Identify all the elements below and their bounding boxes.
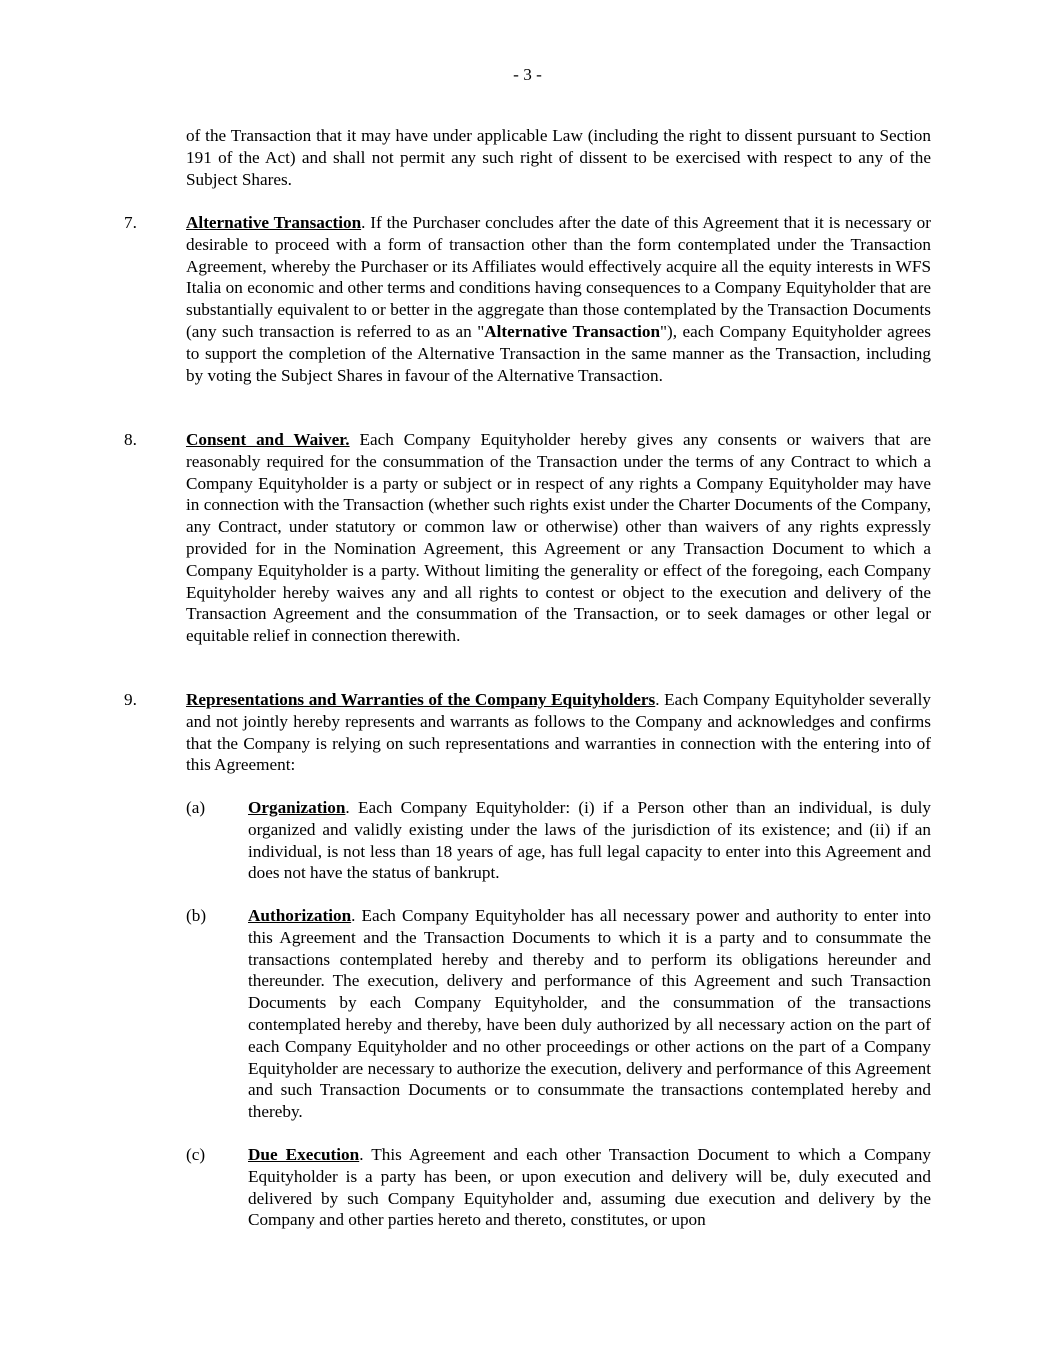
section-heading: Consent and Waiver. [186,430,350,449]
section-8 [124,429,932,647]
section-9 [124,689,931,776]
section-text-end: "), each Company Equityholder agrees to support the completion of the Alternative Transaction in the same manner as the Transaction, including by voting the Subject Shares in favour of the Alternative Transaction. [186,321,931,385]
section-heading: Representations and Warranties of the Company Equityholders [186,690,656,709]
page-number: - 3 - [513,65,542,84]
subsection-text: . This Agreement and each other Transaction Document to which a Company Equityholder is a party has been, or upon execution and delivery will be, duly executed and delivered by such Company Equityholder and, assuming due execution and delivery by the Company and other parties hereto and thereto, constitutes, or upon [248,1145,931,1230]
subsection-a [186,797,931,884]
defined-term: Alternative Transaction [484,321,660,341]
section-number: 9. [124,690,137,709]
subsection-c [186,1144,931,1231]
subsection-label: (b) [186,906,207,925]
subsection-heading: Due Execution [248,1145,360,1164]
subsection-label: (a) [186,798,206,817]
section-number: 8. [124,430,137,449]
section-text: Each Company Equityholder hereby gives any consents or waivers that are reasonably required for the consummation of the Transaction under the terms of any Contract to which a Company Equityholder is a party or subject or in respect of any rights a Company Equityholder may have in connection with the Transaction (whether such rights exist under the Charter Documents of the Company, any Contract, under statutory or common law or otherwise) other than waivers of any rights expressly provided for in the Nomination Agreement, this Agreement or any Transaction Document to which a Company Equityholder is a party. Without limiting the generality or effect of the foregoing, each Company Equityholder hereby waives any and all rights to contest or object to the execution and delivery of the Transaction Agreement and the consummation of the Transaction, or to seek damages or other legal or equitable relief in connection therewith. [186,430,932,646]
section-7 [124,212,931,386]
subsection-heading: Organization [248,798,346,817]
subsection-heading: Authorization [248,906,352,925]
subsection-b [186,905,931,1123]
section-number: 7. [124,213,137,232]
section-heading: Alternative Transaction [186,213,362,232]
subsection-text: . Each Company Equityholder has all necessary power and authority to enter into this Agreement and the Transaction Documents to which it is a party and to consummate the transactions contemplated hereby and thereby and to perform its obligations hereunder and thereunder. The execution, delivery and performance of this Agreement and such Transaction Documents by each Company Equityholder, and the consummation of the transactions contemplated hereby and thereby, have been duly authorized by all necessary action on the part of each Company Equityholder and no other proceedings or other actions on the part of a Company Equityholder are necessary to authorize the execution, delivery and performance of this Agreement and such Transaction Documents or to consummate the transactions contemplated hereby and thereby. [248,906,931,1122]
continuation-paragraph: of the Transaction that it may have under applicable Law (including the right to dissent pursuant to Section 191 of the Act) and shall not permit any such right of dissent to be exercised with respect to any of the Subject Shares. [186,126,931,189]
subsection-label: (c) [186,1145,206,1164]
section-text: . Each Company Equityholder severally and not jointly hereby represents and warrants as follows to the Company and acknowledges and confirms that the Company is relying on such representations and warranties in connection with the entering into of this Agreement: [186,690,931,775]
section-text: . If the Purchaser concludes after the date of this Agreement that it is necessary or desirable to proceed with a form of transaction other than the form contemplated under the Transaction Agreement, whereby the Purchaser or its Affiliates would effectively acquire all the equity interests in WFS Italia on economic and other terms and conditions having consequences to a Company Equityholder that are substantially equivalent to or better in the aggregate than those contemplated by the Transaction Documents (any such transaction is referred to as an " [186,213,931,341]
subsection-text: . Each Company Equityholder: (i) if a Person other than an individual, is duly organized and validly existing under the laws of the jurisdiction of its existence; and (ii) if an individual, is not less than 18 years of age, has full legal capacity to enter into this Agreement and does not have the status of bankrupt. [248,798,931,883]
